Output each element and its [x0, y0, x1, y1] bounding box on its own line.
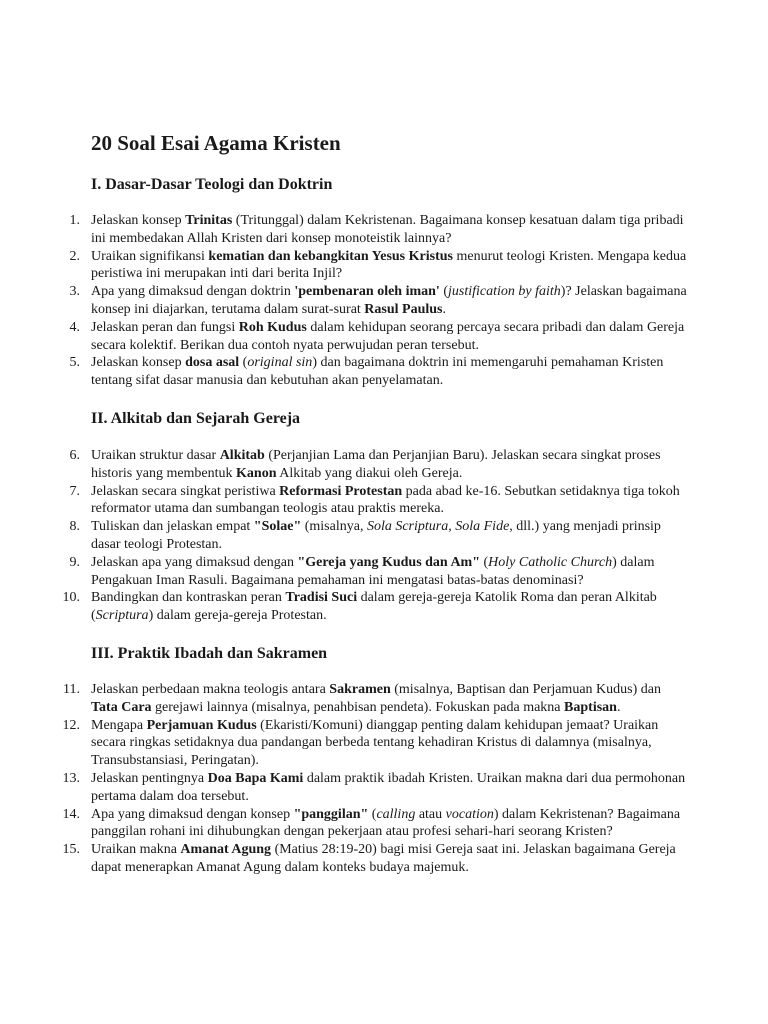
question-item [0, 354, 687, 390]
question-list-3 [0, 681, 768, 877]
question-text: Jelaskan konsep Trinitas (Tritunggal) dalam Kekristenan. Bagaimana konsep kesatuan dalam tiga pribadi ini membedakan Allah Kristen dari konsep monoteistik lainnya? [91, 213, 684, 246]
question-text: Tuliskan dan jelaskan empat "Solae" (misalnya, Sola Scriptura, Sola Fide, dll.) yang menjadi prinsip dasar teologi Protestan. [91, 519, 661, 552]
bold-term: Reformasi Protestan [279, 483, 403, 499]
question-text: Uraikan makna Amanat Agung (Matius 28:19-20) bagi misi Gereja saat ini. Jelaskan bagaimana Gereja dapat menerapkan Amanat Agung dalam konteks budaya majemuk. [91, 842, 676, 875]
question-text: Apa yang dimaksud dengan konsep "panggilan" (calling atau vocation) dalam Kekristenan? Bagaimana panggilan rohani ini dihubungkan dengan pekerjaan atau profesi sehari-hari seorang Kristen? [91, 806, 681, 840]
question-text: Jelaskan perbedaan makna teologis antara Sakramen (misalnya, Baptisan dan Perjamuan Kudus) dan Tata Cara gerejawi lainnya (misalnya, penahbisan pendeta). Fokuskan pada makna Baptisan. [91, 682, 661, 715]
question-number: 15. [62, 842, 80, 858]
bold-term: Sakramen [329, 682, 391, 697]
italic-term: justification by faith [448, 284, 561, 300]
bold-term: Tata Cara [91, 699, 152, 715]
question-item [0, 717, 687, 770]
question-text: Jelaskan peran dan fungsi Roh Kudus dalam kehidupan seorang percaya secara pribadi dan dalam Gereja secara kolektif. Berikan dua contoh nyata perwujudan peran tersebut. [91, 319, 685, 353]
bold-term: "Gereja yang Kudus dan Am" [297, 554, 480, 570]
question-number: 11. [63, 682, 80, 697]
bold-term: "panggilan" [293, 806, 369, 822]
bold-term: Doa Bapa Kami [207, 770, 304, 786]
question-item [0, 447, 687, 483]
bold-term: Rasul Paulus [364, 301, 443, 317]
bold-term: Perjamuan Kudus [146, 717, 257, 733]
question-number: 9. [69, 554, 80, 570]
question-number: 6. [69, 448, 80, 463]
question-number: 2. [69, 248, 80, 264]
bold-term: Tradisi Suci [285, 590, 358, 606]
italic-term: calling [376, 806, 416, 822]
question-text: Bandingkan dan kontraskan peran Tradisi Suci dalam gereja-gereja Katolik Roma dan peran Alkitab (Scriptura) dalam gereja-gereja Protestan. [91, 590, 657, 624]
section-heading-1: I. Dasar-Dasar Teologi dan Doktrin [91, 176, 333, 193]
question-item [0, 518, 687, 554]
question-text: Jelaskan secara singkat peristiwa Reformasi Protestan pada abad ke-16. Sebutkan setidaknya tiga tokoh reformator utama dan sumbangan teologis atau praktis mereka. [91, 483, 680, 517]
question-item [0, 283, 687, 319]
question-item [0, 841, 687, 877]
question-item [0, 319, 687, 355]
italic-term: original sin [247, 355, 313, 371]
bold-term: 'pembenaran oleh iman' [294, 284, 440, 300]
question-number: 5. [69, 355, 80, 371]
question-text: Jelaskan pentingnya Doa Bapa Kami dalam praktik ibadah Kristen. Uraikan makna dari dua permohonan pertama dalam doa tersebut. [91, 770, 686, 804]
italic-term: Holy Catholic Church [488, 554, 613, 570]
question-number: 3. [69, 284, 80, 300]
question-number: 4. [69, 319, 80, 335]
question-number: 13. [62, 770, 80, 786]
bold-term: kematian dan kebangkitan Yesus Kristus [208, 248, 453, 264]
question-item [0, 589, 687, 625]
question-number: 12. [62, 717, 80, 733]
question-number: 10. [62, 590, 80, 606]
question-item [0, 248, 687, 284]
question-text: Jelaskan apa yang dimaksud dengan "Gereja yang Kudus dan Am" (Holy Catholic Church) dalam Pengakuan Iman Rasuli. Bagaimana pemahaman ini mengatasi batas-batas denominasi? [91, 554, 655, 588]
question-number: 7. [69, 483, 80, 499]
bold-term: Baptisan [564, 699, 617, 715]
bold-term: Alkitab [219, 448, 265, 463]
question-number: 1. [69, 213, 80, 228]
section-heading-3: III. Praktik Ibadah dan Sakramen [91, 645, 328, 662]
question-text: Mengapa Perjamuan Kudus (Ekaristi/Komuni) dianggap penting dalam kehidupan jemaat? Uraikan secara ringkas setidaknya dua pandangan berbeda tentang kehadiran Kristus di dalamnya (misalnya, Transubstansiasi, Peringatan). [91, 717, 659, 769]
question-item [0, 554, 687, 590]
question-text: Jelaskan konsep dosa asal (original sin) dan bagaimana doktrin ini memengaruhi pemahaman Kristen tentang sifat dasar manusia dan kebutuhan akan penyelamatan. [91, 355, 664, 389]
section-heading-2: II. Alkitab dan Sejarah Gereja [91, 410, 301, 427]
bold-term: Amanat Agung [180, 842, 272, 858]
italic-term: vocation [445, 806, 494, 822]
italic-term: Sola Scriptura [366, 519, 449, 535]
question-text: Uraikan signifikansi kematian dan kebangkitan Yesus Kristus menurut teologi Kristen. Mengapa kedua peristiwa ini merupakan inti dari berita Injil? [91, 248, 687, 282]
bold-term: Roh Kudus [238, 319, 307, 335]
question-number: 14. [62, 806, 80, 822]
italic-term: Scriptura [95, 608, 149, 624]
bold-term: Trinitas [185, 213, 233, 228]
question-item [0, 212, 687, 248]
document-title: 20 Soal Esai Agama Kristen [91, 131, 341, 155]
question-list-1 [0, 212, 768, 390]
question-item [0, 806, 687, 842]
question-text: Uraikan struktur dasar Alkitab (Perjanjian Lama dan Perjanjian Baru). Jelaskan secara singkat proses historis yang membentuk Kanon Alkitab yang diakui oleh Gereja. [91, 448, 661, 481]
question-list-2 [0, 447, 768, 625]
bold-term: dosa asal [185, 355, 240, 371]
italic-term: Sola Fide [455, 519, 510, 535]
question-item [0, 483, 687, 519]
question-item [0, 770, 687, 806]
bold-term: "Solae" [253, 519, 302, 535]
question-number: 8. [69, 519, 80, 535]
question-text: Apa yang dimaksud dengan doktrin 'pembenaran oleh iman' (justification by faith)? Jelaskan bagaimana konsep ini diajarkan, terutama dalam surat-surat Rasul Paulus. [91, 284, 687, 317]
bold-term: Kanon [236, 465, 277, 481]
question-item [0, 681, 687, 717]
